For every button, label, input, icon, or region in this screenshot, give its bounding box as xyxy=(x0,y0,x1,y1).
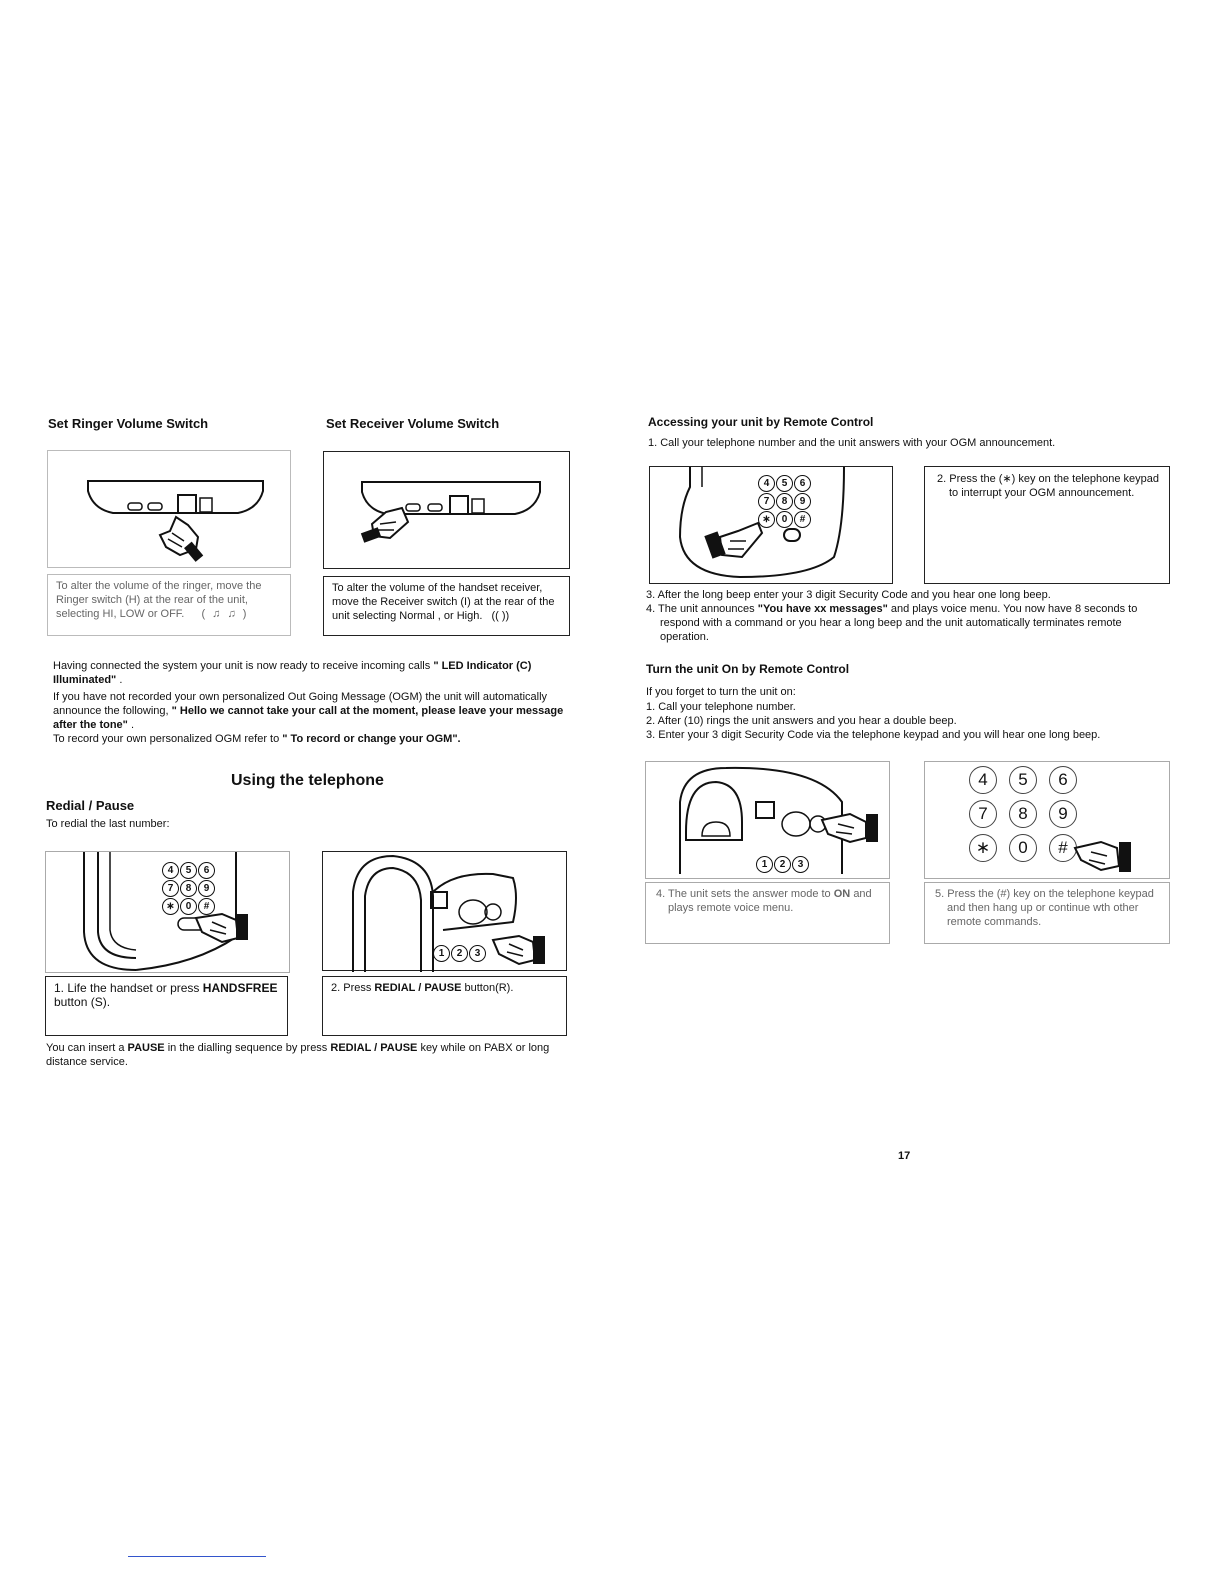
remote-step-4 xyxy=(646,602,1166,644)
step2-caption xyxy=(322,976,567,1036)
hand-pointer-icon xyxy=(323,852,568,972)
turnon-step-2: 2. After (10) rings the unit answers and you hear a double beep. xyxy=(646,715,957,727)
step1-caption xyxy=(45,976,288,1036)
key-hash: # xyxy=(794,511,811,528)
receiver-illustration xyxy=(323,451,570,569)
page-number: 17 xyxy=(898,1150,911,1162)
remote-step-4-tail: and plays voice menu. You now have 8 seconds to respond with a command or you hear a long beep and the unit automatically terminates remote operation. xyxy=(660,603,1138,643)
receiver-caption xyxy=(323,576,570,636)
redial-heading: Redial / Pause xyxy=(46,798,135,813)
key-6: 6 xyxy=(794,475,811,492)
key-8: 8 xyxy=(180,880,197,897)
redial-subtext: To redial the last number: xyxy=(46,818,170,830)
answer-mode-illustration xyxy=(645,761,890,879)
redial-pause-label: REDIAL / PAUSE xyxy=(374,982,462,994)
key-hash: # xyxy=(198,898,215,915)
memory-key-3: 3 xyxy=(792,856,809,873)
key-4: 4 xyxy=(758,475,775,492)
key-hash: # xyxy=(1049,834,1077,862)
step1-tail: button (S). xyxy=(54,995,111,1009)
key-7: 7 xyxy=(162,880,179,897)
turnon-step-4-tail: and plays remote voice menu. xyxy=(668,888,872,914)
step2-tail: button(R). xyxy=(464,982,514,994)
footnote-rule xyxy=(128,1556,266,1557)
ringer-heading: Set Ringer Volume Switch xyxy=(48,416,209,431)
key-6: 6 xyxy=(198,862,215,879)
key-4: 4 xyxy=(162,862,179,879)
key-5: 5 xyxy=(180,862,197,879)
key-9: 9 xyxy=(1049,800,1077,828)
hand-pointer-icon xyxy=(324,452,571,570)
ogm-tail: . xyxy=(130,719,135,731)
record-ogm-reference: " To record or change your OGM". xyxy=(282,733,461,745)
redial-pause-keyword: REDIAL / PAUSE xyxy=(330,1042,418,1054)
remote-step-4-text: 4. The unit announces xyxy=(646,603,755,615)
ogm-text: If you have not recorded your own personalized Out Going Message (OGM) the unit will automatically announce the following, xyxy=(53,691,548,717)
key-5: 5 xyxy=(776,475,793,492)
hand-pointer-icon xyxy=(46,852,291,974)
handset-illustration xyxy=(45,851,290,973)
hash-keypad-illustration xyxy=(924,761,1170,879)
remote-keypad-illustration xyxy=(649,466,893,584)
receiver-caption-text: To alter the volume of the handset receiver, move the Receiver switch (I) at the rear of the unit selecting Normal , or High. xyxy=(332,582,555,622)
ringer-caption-text: To alter the volume of the ringer, move the Ringer switch (H) at the rear of the unit, selecting HI, LOW or OFF. xyxy=(56,580,262,620)
key-8: 8 xyxy=(1009,800,1037,828)
connected-paragraph xyxy=(53,659,573,687)
ringer-caption xyxy=(47,574,291,636)
speaker-icon: ( ♫ ♫ ) xyxy=(201,608,249,620)
speaker-icon: (( )) xyxy=(491,610,510,622)
key-6: 6 xyxy=(1049,766,1077,794)
memory-key-1: 1 xyxy=(756,856,773,873)
handsfree-label: HANDSFREE xyxy=(202,981,278,995)
memory-key-2: 2 xyxy=(774,856,791,873)
key-9: 9 xyxy=(794,493,811,510)
step2-text: 2. Press xyxy=(331,982,372,994)
redial-illustration xyxy=(322,851,567,971)
remote-step-2: 2. Press the (∗) key on the telephone keypad to interrupt your OGM announcement. xyxy=(924,466,1170,584)
turnon-intro: If you forget to turn the unit on: xyxy=(646,686,796,698)
turnon-step-3: 3. Enter your 3 digit Security Code via the telephone keypad and you will hear one long beep. xyxy=(646,729,1101,741)
turnon-step-4 xyxy=(645,882,890,944)
hand-pointer-icon xyxy=(925,762,1171,880)
remote-step-3: 3. After the long beep enter your 3 digit Security Code and you hear one long beep. xyxy=(646,589,1051,601)
pause-text-e: key while on PABX or long distance service. xyxy=(46,1042,550,1068)
memory-key-1: 1 xyxy=(433,945,450,962)
on-mode-label: ON xyxy=(833,888,851,900)
key-0: 0 xyxy=(776,511,793,528)
section-title: Using the telephone xyxy=(231,772,384,789)
receiver-heading: Set Receiver Volume Switch xyxy=(326,416,500,431)
key-7: 7 xyxy=(758,493,775,510)
key-4: 4 xyxy=(969,766,997,794)
messages-announcement: "You have xx messages" xyxy=(757,603,888,615)
turnon-heading: Turn the unit On by Remote Control xyxy=(646,662,850,676)
led-indicator-text: " LED Indicator (C) Illuminated" xyxy=(53,660,532,686)
key-star: ∗ xyxy=(758,511,775,528)
pause-text-c: in the dialling sequence by press xyxy=(167,1042,328,1054)
key-8: 8 xyxy=(776,493,793,510)
key-star: ∗ xyxy=(969,834,997,862)
record-text: To record your own personalized OGM refer to xyxy=(53,733,280,745)
ringer-illustration xyxy=(47,450,291,568)
memory-key-2: 2 xyxy=(451,945,468,962)
hand-pointer-icon xyxy=(48,451,292,569)
pause-text-a: You can insert a xyxy=(46,1042,125,1054)
turnon-step-1: 1. Call your telephone number. xyxy=(646,701,796,713)
hand-pointer-icon xyxy=(646,762,891,880)
ogm-paragraph xyxy=(53,690,573,732)
ogm-quote: " Hello we cannot take your call at the moment, please leave your message after the tone" xyxy=(53,705,564,731)
remote-step-1: 1. Call your telephone number and the unit answers with your OGM announcement. xyxy=(648,437,1056,449)
key-0: 0 xyxy=(1009,834,1037,862)
pause-paragraph xyxy=(46,1041,576,1069)
record-paragraph xyxy=(53,732,573,746)
key-0: 0 xyxy=(180,898,197,915)
turnon-step-4-text: 4. The unit sets the answer mode to xyxy=(656,888,831,900)
connected-text: Having connected the system your unit is now ready to receive incoming calls xyxy=(53,660,431,672)
key-star: ∗ xyxy=(162,898,179,915)
turnon-step-5: 5. Press the (#) key on the telephone keypad and then hang up or continue wth other remote commands. xyxy=(924,882,1170,944)
led-tail: . xyxy=(119,674,123,686)
key-7: 7 xyxy=(969,800,997,828)
memory-key-3: 3 xyxy=(469,945,486,962)
key-9: 9 xyxy=(198,880,215,897)
pause-keyword: PAUSE xyxy=(127,1042,165,1054)
hand-pointer-icon xyxy=(650,467,894,585)
key-5: 5 xyxy=(1009,766,1037,794)
step1-text: 1. Life the handset or press xyxy=(54,981,200,995)
remote-heading: Accessing your unit by Remote Control xyxy=(648,415,874,429)
